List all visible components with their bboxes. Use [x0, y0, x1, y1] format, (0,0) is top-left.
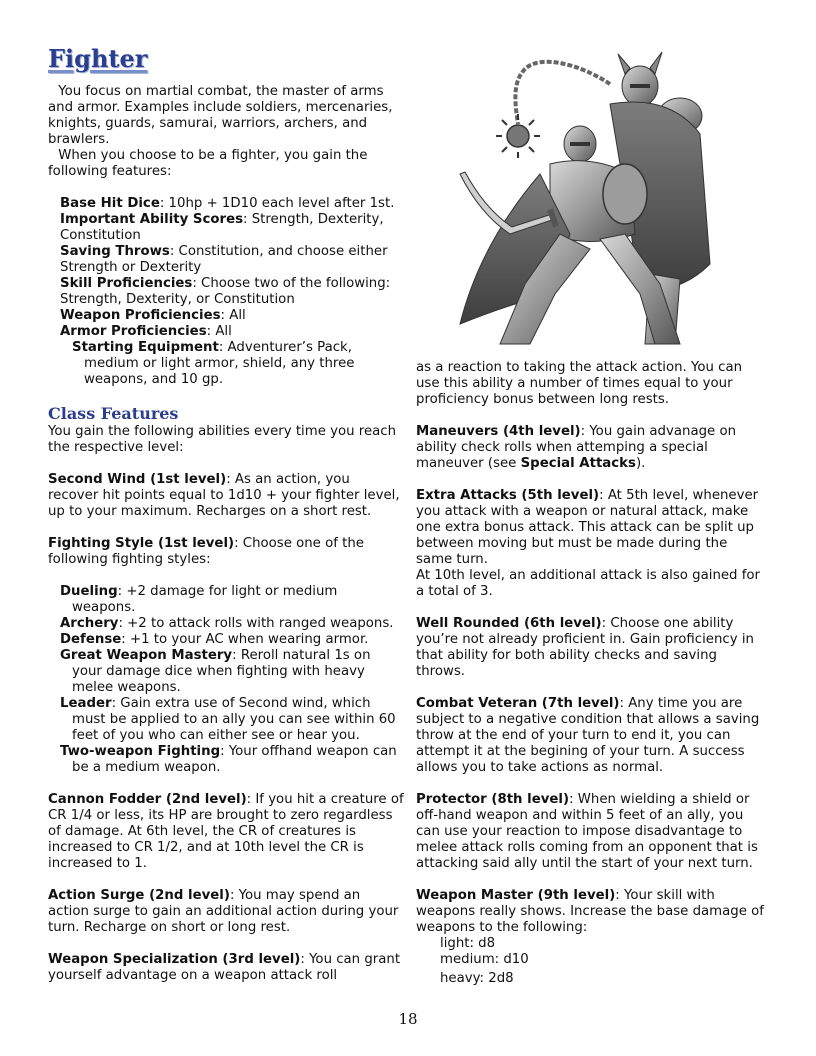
- feature-label: Second Wind (1st level): [48, 472, 227, 487]
- basics-item-armor-proficiencies: [60, 324, 404, 340]
- class-features-heading: Class Features: [48, 404, 179, 423]
- basics-text: : Choose two of the following: Strength, Dexterity, or Constitution: [60, 276, 391, 307]
- page-number: 18: [398, 1010, 418, 1028]
- feature-label: Maneuvers (4th level): [416, 424, 581, 439]
- feature-extra-attacks-10th: At 10th level, an additional attack is also gained for a total of 3.: [416, 568, 761, 599]
- style-text: : Reroll natural 1s on your damage dice when fighting with heavy melee weapons.: [72, 648, 371, 695]
- intro-paragraph-1: [48, 84, 404, 148]
- style-label: Leader: [60, 696, 112, 711]
- style-text: : Your offhand weapon can be a medium weapon.: [72, 744, 397, 775]
- style-item-defense: [60, 632, 404, 648]
- basics-list: [48, 196, 404, 388]
- style-text: : +2 damage for light or medium weapons.: [72, 584, 338, 615]
- page-title: Fighter: [48, 44, 148, 73]
- feature-weapon-master: [416, 888, 766, 936]
- feature-text: : Your skill with weapons really shows. Increase the base damage of weapons to the following:: [416, 888, 764, 935]
- feature-text: : When wielding a shield or off-hand weapon and within 5 feet of an ally, you can use your reaction to impose disadvantage to melee attack rolls coming from an opponent that is attacking said ally until the start of your next turn.: [416, 792, 758, 871]
- style-text: : +1 to your AC when wearing armor.: [121, 632, 369, 647]
- style-label: Defense: [60, 632, 122, 647]
- feature-text: : If you hit a creature of CR 1/4 or less, its HP are brought to zero regardless of damage. At 6th level, the CR of creatures is increased to CR 1/2, and at 10th level the CR is increased to 1.: [48, 792, 404, 871]
- feature-label: Fighting Style (1st level): [48, 536, 235, 551]
- style-label: Archery: [60, 616, 119, 631]
- feature-protector: [416, 792, 766, 872]
- right-column: [416, 360, 766, 987]
- feature-text: : You may spend an action surge to gain an additional action during your turn. Recharge on short or long rest.: [48, 888, 399, 935]
- fighting-styles-list: [48, 584, 404, 776]
- feature-label: Combat Veteran (7th level): [416, 696, 620, 711]
- style-item-leader: [60, 696, 404, 744]
- basics-label: Base Hit Dice: [60, 196, 160, 211]
- feature-well-rounded: [416, 616, 766, 680]
- feature-text: : Any time you are subject to a negative condition that allows a saving throw at the end of your turn to end it, you can attempt it at the begining of your turn. A success allows you to take actions as normal.: [416, 696, 760, 775]
- feature-cannon-fodder: [48, 792, 404, 872]
- basics-label: Starting Equipment: [72, 340, 219, 355]
- style-label: Dueling: [60, 584, 118, 599]
- basics-text: : 10hp + 1D10 each level after 1st.: [159, 196, 395, 211]
- feature-label: Weapon Master (9th level): [416, 888, 616, 903]
- feature-text-end: ).: [635, 456, 646, 471]
- feature-label: Well Rounded (6th level): [416, 616, 602, 631]
- feature-text: : At 5th level, whenever you attack with a weapon or natural attack, make one extra bonus attack. This attack can be split up between moving but must be made during the same turn.: [416, 488, 759, 567]
- basics-label: Important Ability Scores: [60, 212, 244, 227]
- basics-label: Skill Proficiencies: [60, 276, 193, 291]
- weapon-master-list: [416, 936, 766, 987]
- feature-label: Weapon Specialization (3rd level): [48, 952, 301, 967]
- feature-action-surge: [48, 888, 404, 936]
- basics-item-starting-equipment: [72, 340, 404, 388]
- feature-fighting-style: [48, 536, 404, 568]
- basics-text: : Constitution, and choose either Strength or Dexterity: [60, 244, 388, 275]
- intro-paragraph-2: [48, 148, 404, 180]
- style-item-two-weapon-fighting: [60, 744, 404, 776]
- feature-text: : You gain advanage on ability check rolls when attemping a special maneuver (see: [416, 424, 737, 471]
- basics-item-skill-proficiencies: [60, 276, 404, 308]
- intro-text-1: You focus on martial combat, the master of arms and armor. Examples include soldiers, mercenaries, knights, guards, samurai, warriors, archers, and brawlers.: [48, 84, 393, 147]
- basics-label: Weapon Proficiencies: [60, 308, 221, 323]
- feature-weapon-specialization: [48, 952, 404, 984]
- feature-text: : Choose one of the following fighting styles:: [48, 536, 364, 567]
- weapon-damage-medium: medium: d10: [440, 952, 529, 967]
- fighter-illustration: [440, 44, 730, 354]
- style-item-great-weapon-mastery: [60, 648, 404, 696]
- basics-text: : All: [206, 324, 232, 339]
- feature-label: Protector (8th level): [416, 792, 570, 807]
- basics-item-hit-dice: [60, 196, 404, 212]
- basics-item-saving-throws: [60, 244, 404, 276]
- feature-second-wind: [48, 472, 404, 520]
- feature-text: : Choose one ability you’re not already proficient in. Gain proficiency in that ability for both ability checks and saving throws.: [416, 616, 754, 679]
- weapon-damage-light: light: d8: [440, 936, 496, 951]
- class-features-intro: You gain the following abilities every time you reach the respective level:: [48, 424, 397, 455]
- left-column: [48, 44, 404, 984]
- feature-label: Action Surge (2nd level): [48, 888, 230, 903]
- feature-maneuvers: [416, 424, 766, 472]
- basics-text: : Strength, Dexterity, Constitution: [60, 212, 384, 243]
- intro-text-2: When you choose to be a fighter, you gain the following features:: [48, 148, 368, 179]
- basics-item-ability-scores: [60, 212, 404, 244]
- style-item-archery: [60, 616, 404, 632]
- basics-item-weapon-proficiencies: [60, 308, 404, 324]
- basics-label: Armor Proficiencies: [60, 324, 207, 339]
- style-label: Two-weapon Fighting: [60, 744, 221, 759]
- basics-label: Saving Throws: [60, 244, 170, 259]
- style-text: : +2 to attack rolls with ranged weapons.: [118, 616, 394, 631]
- style-label: Great Weapon Mastery: [60, 648, 233, 663]
- feature-combat-veteran: [416, 696, 766, 776]
- feature-extra-attacks: [416, 488, 766, 568]
- feature-text: : As an action, you recover hit points equal to 1d10 + your fighter level, up to your maximum. Recharges on a short rest.: [48, 472, 400, 519]
- basics-text: : All: [220, 308, 246, 323]
- basics-text: : Adventurer’s Pack, medium or light armor, shield, any three weapons, and 10 gp.: [84, 340, 355, 387]
- special-attacks-reference: Special Attacks: [520, 456, 636, 471]
- style-text: : Gain extra use of Second wind, which must be applied to an ally you can see within 60 feet of you who can either see or hear you.: [72, 696, 396, 743]
- feature-label: Extra Attacks (5th level): [416, 488, 600, 503]
- feature-text: : You can grant yourself advantage on a weapon attack roll: [48, 952, 401, 983]
- weapon-specialization-continued: as a reaction to taking the attack action. You can use this ability a number of times equal to your proficiency bonus between long rests.: [416, 360, 743, 407]
- weapon-damage-heavy: heavy: 2d8: [440, 971, 514, 986]
- feature-label: Cannon Fodder (2nd level): [48, 792, 247, 807]
- style-item-dueling: [60, 584, 404, 616]
